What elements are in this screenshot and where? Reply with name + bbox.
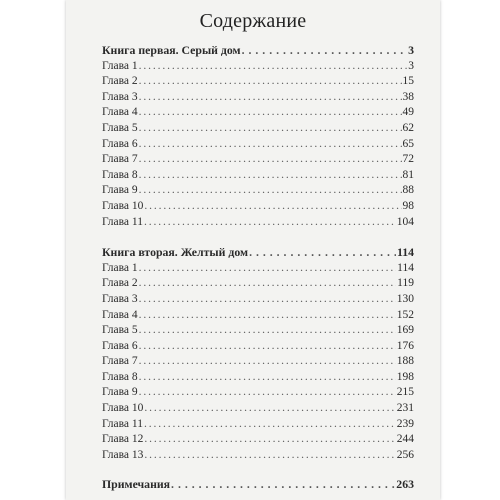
chapter-label: Глава 3 bbox=[102, 292, 138, 305]
chapter-page: 49 bbox=[402, 106, 414, 119]
chapter-entry bbox=[102, 152, 414, 168]
dot-leader bbox=[144, 417, 396, 433]
dot-leader bbox=[144, 448, 395, 464]
dot-leader bbox=[139, 59, 408, 75]
chapter-entry bbox=[102, 339, 414, 355]
chapter-entry bbox=[102, 215, 414, 231]
chapter-label: Глава 2 bbox=[102, 75, 138, 88]
chapter-entry bbox=[102, 448, 414, 464]
chapter-page: 198 bbox=[396, 370, 414, 383]
chapter-entry bbox=[102, 137, 414, 153]
dot-leader bbox=[242, 43, 408, 59]
dot-leader bbox=[171, 477, 395, 493]
chapter-label: Глава 8 bbox=[102, 370, 138, 383]
chapter-label: Глава 11 bbox=[102, 215, 143, 228]
chapter-entry bbox=[102, 292, 414, 308]
book-1-title: Книга первая. Серый дом bbox=[102, 43, 241, 57]
chapter-page: 176 bbox=[396, 339, 414, 352]
chapter-page: 215 bbox=[396, 386, 414, 399]
chapter-entry bbox=[102, 105, 414, 121]
book-1-chapter-list bbox=[102, 59, 414, 231]
chapter-page: 169 bbox=[396, 324, 414, 337]
book-2-chapter-list bbox=[102, 261, 414, 464]
chapter-entry bbox=[102, 168, 414, 184]
chapter-label: Глава 12 bbox=[102, 433, 144, 446]
chapter-page: 81 bbox=[402, 168, 414, 181]
chapter-page: 188 bbox=[396, 355, 414, 368]
dot-leader bbox=[139, 168, 402, 184]
chapter-label: Глава 1 bbox=[102, 261, 138, 274]
chapter-page: 15 bbox=[402, 75, 414, 88]
dot-leader bbox=[139, 323, 396, 339]
book-1-entry bbox=[102, 43, 414, 59]
chapter-label: Глава 10 bbox=[102, 402, 144, 415]
book-2-title: Книга вторая. Желтый дом bbox=[102, 245, 249, 260]
chapter-entry bbox=[102, 199, 414, 215]
dot-leader bbox=[139, 276, 397, 292]
dot-leader bbox=[139, 339, 396, 355]
chapter-entry bbox=[102, 276, 414, 292]
dot-leader bbox=[139, 385, 396, 401]
dot-leader bbox=[139, 90, 402, 106]
dot-leader bbox=[139, 152, 402, 168]
book-2-page: 114 bbox=[396, 245, 414, 260]
chapter-page: 72 bbox=[402, 153, 414, 166]
chapter-page: 38 bbox=[402, 90, 414, 103]
notes-page: 263 bbox=[396, 477, 414, 492]
chapter-label: Глава 9 bbox=[102, 386, 138, 399]
book-1-page: 3 bbox=[408, 43, 414, 57]
chapter-entry bbox=[102, 417, 414, 433]
dot-leader bbox=[139, 74, 402, 90]
book-page bbox=[66, 0, 440, 500]
table-of-contents bbox=[102, 43, 414, 493]
chapter-entry bbox=[102, 121, 414, 137]
chapter-label: Глава 2 bbox=[102, 277, 138, 290]
chapter-label: Глава 3 bbox=[102, 90, 138, 103]
chapter-label: Глава 1 bbox=[102, 59, 138, 72]
chapter-label: Глава 8 bbox=[102, 168, 138, 181]
notes-title: Примечания bbox=[102, 477, 171, 492]
chapter-entry bbox=[102, 74, 414, 90]
dot-leader bbox=[139, 137, 402, 153]
dot-leader bbox=[139, 121, 402, 137]
dot-leader bbox=[144, 432, 395, 448]
chapter-page: 231 bbox=[396, 402, 414, 415]
chapter-label: Глава 11 bbox=[102, 417, 143, 430]
chapter-page: 98 bbox=[402, 199, 414, 212]
toc-title: Содержание bbox=[199, 10, 307, 32]
chapter-page: 114 bbox=[397, 261, 414, 274]
chapter-entry bbox=[102, 90, 414, 106]
chapter-entry bbox=[102, 261, 414, 277]
chapter-page: 152 bbox=[396, 308, 414, 321]
chapter-entry bbox=[102, 323, 414, 339]
chapter-entry bbox=[102, 432, 414, 448]
chapter-label: Глава 10 bbox=[102, 199, 144, 212]
chapter-page: 62 bbox=[402, 121, 414, 134]
chapter-label: Глава 5 bbox=[102, 121, 138, 134]
chapter-label: Глава 4 bbox=[102, 106, 138, 119]
dot-leader bbox=[144, 215, 396, 231]
chapter-page: 119 bbox=[397, 277, 414, 290]
notes-entry bbox=[102, 477, 414, 493]
chapter-label: Глава 4 bbox=[102, 308, 138, 321]
chapter-entry bbox=[102, 385, 414, 401]
dot-leader bbox=[139, 261, 397, 277]
chapter-entry bbox=[102, 308, 414, 324]
dot-leader bbox=[139, 292, 396, 308]
chapter-page: 65 bbox=[402, 137, 414, 150]
chapter-entry bbox=[102, 370, 414, 386]
chapter-label: Глава 6 bbox=[102, 339, 138, 352]
dot-leader bbox=[139, 370, 396, 386]
chapter-page: 256 bbox=[396, 448, 414, 461]
chapter-page: 239 bbox=[396, 417, 414, 430]
chapter-label: Глава 5 bbox=[102, 324, 138, 337]
dot-leader bbox=[139, 183, 402, 199]
chapter-entry bbox=[102, 354, 414, 370]
dot-leader bbox=[144, 199, 401, 215]
chapter-entry bbox=[102, 401, 414, 417]
dot-leader bbox=[139, 354, 396, 370]
chapter-label: Глава 13 bbox=[102, 448, 144, 461]
chapter-page: 88 bbox=[402, 184, 414, 197]
section-spacer bbox=[102, 463, 414, 477]
dot-leader bbox=[139, 105, 402, 121]
dot-leader bbox=[249, 245, 396, 261]
dot-leader bbox=[139, 308, 396, 324]
chapter-label: Глава 7 bbox=[102, 355, 138, 368]
book-2-entry bbox=[102, 245, 414, 261]
chapter-entry bbox=[102, 183, 414, 199]
chapter-page: 130 bbox=[396, 292, 414, 305]
chapter-label: Глава 6 bbox=[102, 137, 138, 150]
chapter-page: 104 bbox=[396, 215, 414, 228]
chapter-label: Глава 9 bbox=[102, 184, 138, 197]
chapter-page: 3 bbox=[408, 59, 414, 72]
chapter-label: Глава 7 bbox=[102, 153, 138, 166]
chapter-page: 244 bbox=[396, 433, 414, 446]
chapter-entry bbox=[102, 59, 414, 75]
section-spacer bbox=[102, 230, 414, 245]
dot-leader bbox=[144, 401, 395, 417]
